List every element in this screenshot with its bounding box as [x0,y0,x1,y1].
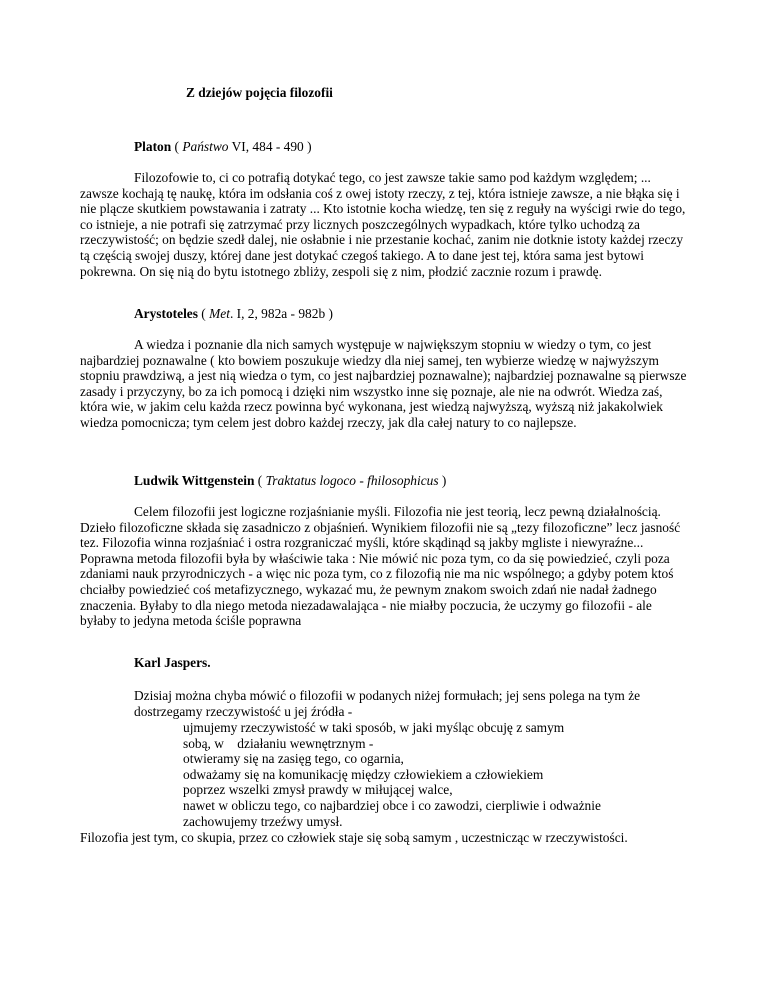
list-item: zachowujemy trzeźwy umysł. [183,813,343,829]
section-heading-platon: Platon ( Państwo VI, 484 - 490 ) [134,139,312,154]
list-item: nawet w obliczu tego, co najbardziej obce i co zawodzi, cierpliwie i odważnie [183,797,601,813]
list-item: poprzez wszelki zmysł prawdy w miłującej walce, [183,782,453,798]
closing-statement: Filozofia jest tym, co skupia, przez co człowiek staje się sobą samym , uczestnicząc w rzeczywistości. [80,830,628,845]
author-name: Arystoteles [134,306,198,321]
source-title: Met [209,306,230,321]
section-text-platon: Filozofowie to, ci co potrafią dotykać tego, co jest zawsze takie samo pod każdym względem; ... zawsze kochają tę naukę, która im odsłania coś z owej istoty rzeczy, z tej, która istnieje zawsze, a nie błąka się i nie plącze skutkiem powstawania i zatraty ... Kto istotnie kocha wiedzę, ten się z reguły na wyścigi rwie do tego, co istnieje, a nie potrafi się zatrzymać przy licznych poszczególnych wypadkach, które tylko uchodzą za rzeczywistość; on będzie szedł dalej, nie osłabnie i nie przestanie kochać, zanim nie dotknie istoty każdej rzeczy tą częścią swojej duszy, której dane jest dotykać czegoś takiego. A to dane jest tej, która sama jest bytowi pokrewna. On się nią do bytu istotnego zbliży, zespoli się z nim, płodzić zacznie rozum i prawdę. [80,170,686,279]
jaspers-formulas [183,720,703,829]
jaspers-intro: Dzisiaj można chyba mówić o filozofii w podanych niżej formułach; jej sens polega na tym że dostrzegamy rzeczywistość u jej źródła - [134,688,641,719]
author-name: Karl Jaspers. [134,655,211,670]
section-text-wittgenstein: Celem filozofii jest logiczne rozjaśnianie myśli. Filozofia nie jest teorią, lecz pewną działalnością. Dzieło filozoficzne składa się zasadniczo z objaśnień. Wynikiem filozofii nie są „tezy filozoficzne” lecz jasność tez. Filozofia winna rozjaśniać i ostra rozgraniczać myśli, które skądinąd są jakby mgliste i niewyraźne... Poprawna metoda filozofii była by właściwie taka : Nie mówić nic poza tym, co da się powiedzieć, czyli poza zdaniami nauk przyrodniczych - a więc nic poza tym, co z filozofią nie ma nic wspólnego; a gdyby potem ktoś chciałby powiedzieć coś metafizycznego, wykazać mu, że pewnym znakom swoich zdań nie nadał żadnego znaczenia. Byłaby to dla niego metoda niezadawalająca - nie miałby poczucia, że uczymy go filozofii - ale byłaby to jedyna metoda ściśle poprawna [80,504,681,629]
section-heading-jaspers [134,655,211,671]
list-item: ujmujemy rzeczywistość w taki sposób, w jaki myśląc obcuję z samym [183,720,565,735]
section-heading-arystoteles: Arystoteles ( Met. I, 2, 982a - 982b ) [134,306,333,321]
section-heading-wittgenstein: Ludwik Wittgenstein ( Traktatus logoco - fhilosophicus ) [134,473,447,488]
source-title: Państwo [182,139,229,154]
list-item: sobą, w działaniu wewnętrznym - [183,735,374,751]
author-name: Ludwik Wittgenstein [134,473,255,488]
source-title: Traktatus logoco - fhilosophicus [265,473,439,488]
author-name: Platon [134,139,172,154]
list-item: odważamy się na komunikację między człowiekiem a człowiekiem [183,766,544,782]
document-title: Z dziejów pojęcia filozofii [186,85,333,100]
section-text-arystoteles: A wiedza i poznanie dla nich samych występuje w największym stopniu w wiedzy o tym, co jest najbardziej poznawalne ( kto bowiem poszukuje wiedzy dla niej samej, ten wybierze wiedzę w najwyższym stopniu prawdziwą, a jest nią wiedza o tym, co jest najbardziej poznawalne); najbardziej poznawalne są pierwsze zasady i przyczyny, bo za ich pomocą i dzięki nim wszystko inne się poznaje, ale nie na odwrót. Wiedza zaś, która wie, w jakim celu każda rzecz powinna być wykonana, jest wiedzą najwyższą, wyższą niż jakakolwiek wiedza pomocnicza; tym celem jest dobro każdej rzeczy, jak dla całej natury to co najlepsze. [80,337,687,430]
list-item: otwieramy się na zasięg tego, co ogarnia, [183,751,404,767]
